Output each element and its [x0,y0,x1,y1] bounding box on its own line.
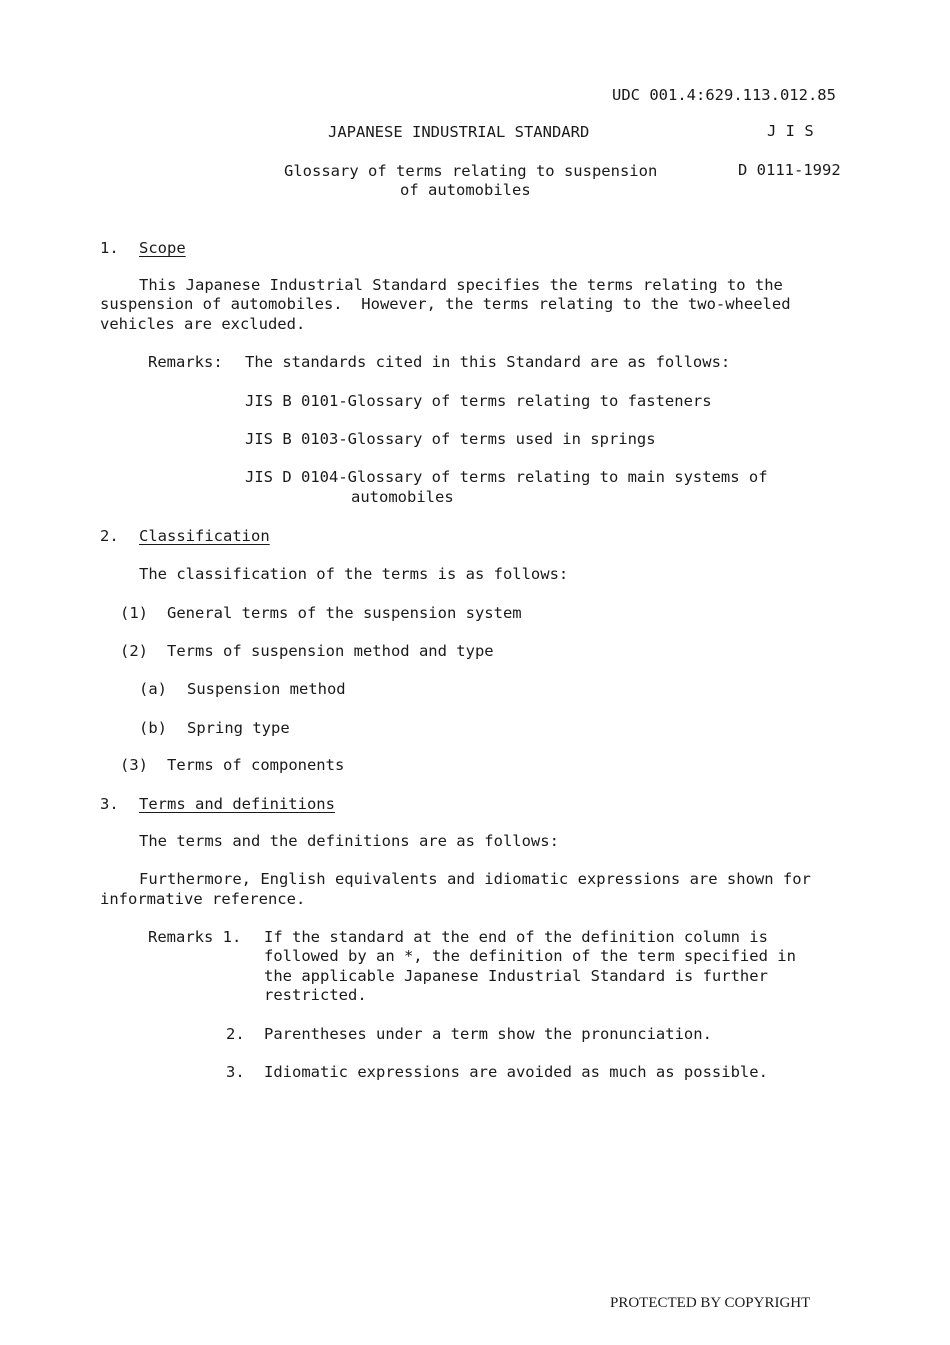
section1-remarks-label: Remarks: [148,353,223,371]
section2-number: 2. [100,527,119,545]
section3-remarks-label: Remarks 1. [148,928,242,946]
class-item-marker: (3) [120,756,148,774]
org-title: JAPANESE INDUSTRIAL STANDARD [328,123,590,141]
remark1-line: followed by an *, the definition of the term specified in [264,947,796,965]
remark2-number: 2. [226,1025,245,1043]
cited-standard-1: JIS B 0101-Glossary of terms relating to fasteners [245,392,712,410]
section3-number: 3. [100,795,119,813]
class-item-text: Terms of components [167,756,345,774]
remark2-text: Parentheses under a term show the pronunciation. [264,1025,712,1043]
section1-remarks-text: The standards cited in this Standard are as follows: [245,353,731,371]
remark1-line: the applicable Japanese Industrial Standard is further [264,967,768,985]
section1-number: 1. [100,239,119,257]
remark3-number: 3. [226,1063,245,1081]
class-item-text: General terms of the suspension system [167,604,522,622]
class-subitem-text: Spring type [187,719,290,737]
doc-title-line1: Glossary of terms relating to suspension [284,162,658,180]
section2-heading: Classification [139,527,270,545]
class-item-text: Terms of suspension method and type [167,642,494,660]
class-subitem-marker: (b) [139,719,167,737]
cited-standard-3-cont: automobiles [351,488,454,506]
section3-intro: The terms and the definitions are as follows: [139,832,559,850]
section3-para-line2: informative reference. [100,890,306,908]
class-subitem-text: Suspension method [187,680,346,698]
remark1-line: restricted. [264,986,367,1004]
section3-para-line1: Furthermore, English equivalents and idiomatic expressions are shown for [139,870,811,888]
class-subitem-marker: (a) [139,680,167,698]
section2-intro: The classification of the terms is as follows: [139,565,569,583]
cited-standard-2: JIS B 0103-Glossary of terms used in springs [245,430,656,448]
remark1-line: If the standard at the end of the definition column is [264,928,768,946]
class-item-marker: (1) [120,604,148,622]
standard-code: D 0111-1992 [738,161,841,179]
doc-title-line2: of automobiles [400,181,531,199]
udc-number: UDC 001.4:629.113.012.85 [612,86,836,104]
class-item-marker: (2) [120,642,148,660]
cited-standard-3: JIS D 0104-Glossary of terms relating to main systems of [245,468,768,486]
section1-para-line3: vehicles are excluded. [100,315,306,333]
section3-heading: Terms and definitions [139,795,335,813]
section1-para-line1: This Japanese Industrial Standard specifies the terms relating to the [139,276,783,294]
section1-para-line2: suspension of automobiles. However, the terms relating to the two-wheeled [100,295,791,313]
copyright-notice: PROTECTED BY COPYRIGHT [610,1295,811,1311]
remark3-text: Idiomatic expressions are avoided as much as possible. [264,1063,768,1081]
jis-label: J I S [767,122,814,140]
section1-heading: Scope [139,239,186,257]
